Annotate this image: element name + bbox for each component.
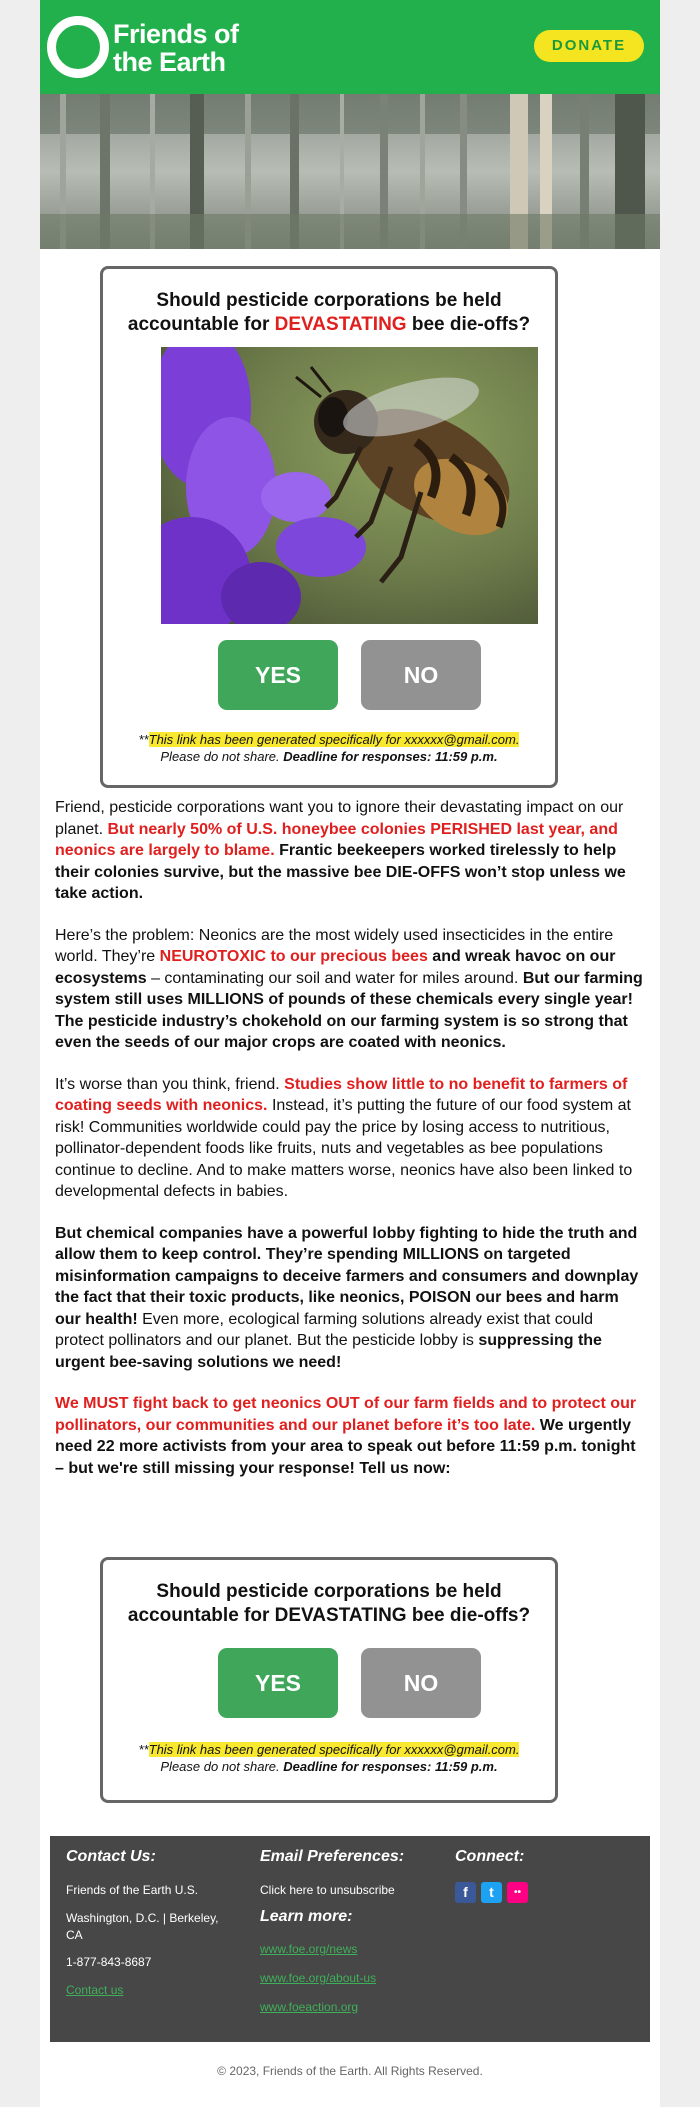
p2-bold-a: and wreak havoc on our ecosystems — [55, 948, 616, 987]
poll-question-bottom: Should pesticide corporations be held accountable for DEVASTATING bee die-offs? — [127, 1581, 531, 1626]
donate-button[interactable]: DONATE — [534, 30, 644, 62]
p3-text-b: Instead, it’s putting the future of our food system at risk! Communities worldwide could pay the price by losing access to nutritious, pollinator-dependent foods like fruits, nuts and vegetables as bee populations continue to decline. And to make matters worse, neonics have also been linked to developmental defects in babies. — [55, 1097, 633, 1200]
header-bar — [40, 0, 660, 94]
footer — [50, 1836, 650, 2042]
p5-bold: We urgently need 22 more activists from your area to speak out before 11:59 p.m. tonight – but we're still missing your response! Tell us now: — [55, 1416, 636, 1477]
paragraph-1 — [55, 797, 645, 905]
facebook-icon[interactable]: f — [455, 1882, 476, 1903]
poll-card-top — [100, 266, 558, 788]
note-highlight: This link has been generated specifically for xxxxxx@gmail.com. — [148, 732, 520, 747]
p4-text: Even more, ecological farming solutions already exist that could protect pollinators and our planet. But the pesticide lobby is — [55, 1310, 594, 1349]
logo-text — [113, 20, 239, 76]
no-button[interactable]: NO — [361, 640, 481, 710]
paragraph-2 — [55, 925, 645, 1054]
p3-highlight: Studies show little to no benefit to farmers of coating seeds with neonics. — [55, 1075, 628, 1114]
p2-bold-b: But our farming system still uses MILLIONS of pounds of these chemicals every single year! The pesticide industry’s chokehold on our farming system is so strong that even the seeds of our major crops are coated with neonics. — [55, 969, 643, 1051]
footer-org: Friends of the Earth U.S. — [66, 1883, 199, 1897]
p4-bold: But chemical companies have a powerful lobby fighting to hide the truth and allow them to keep control. They’re spending MILLIONS on targeted misinformation campaigns to deceive farmers and consumers and downplay the fact that their toxic products, like neonics, POISON our bees and harm our health! — [55, 1224, 639, 1328]
yes-button-bottom[interactable]: YES — [218, 1648, 338, 1718]
footer-phone: 1-877-843-8687 — [66, 1955, 152, 1969]
p3-text: It’s worse than you think, friend. — [55, 1075, 285, 1093]
logo-ring-icon — [47, 16, 109, 78]
note-share: Please do not share. — [160, 749, 284, 764]
p5-highlight: We MUST fight back to get neonics OUT of our farm fields and to protect our pollinators, our communities and our planet before it’s too late. — [55, 1395, 637, 1434]
logo-line-2: the Earth — [113, 47, 226, 77]
footer-locations: Washington, D.C. | Berkeley, CA — [66, 1911, 219, 1942]
note-prefix: ** — [138, 732, 149, 747]
p1-bold: Frantic beekeepers worked tirelessly to help their colonies survive, but the massive bee DIE-OFFS won’t stop unless we take action. — [55, 842, 626, 902]
note-prefix-bottom: ** — [138, 1742, 149, 1757]
story-body — [55, 797, 645, 1499]
paragraph-5 — [55, 1393, 645, 1479]
personal-link-note — [103, 731, 555, 765]
p2-text-b: – contaminating our soil and water for miles around. — [146, 969, 523, 987]
unsubscribe-link[interactable]: Click here to unsubscribe — [260, 1883, 395, 1897]
bee-on-purple-flower-image[interactable] — [161, 347, 538, 624]
connect-heading: Connect: — [455, 1848, 525, 1865]
about-us-link[interactable]: www.foe.org/about-us — [260, 1971, 377, 1985]
contact-us-link[interactable]: Contact us — [66, 1983, 124, 1997]
email-body — [40, 0, 660, 2107]
misty-forest-image — [40, 94, 660, 249]
note-deadline: Deadline for responses: 11:59 p.m. — [283, 749, 498, 764]
foe-logo[interactable] — [47, 16, 367, 78]
paragraph-4 — [55, 1223, 645, 1374]
twitter-icon[interactable]: t — [481, 1882, 502, 1903]
learn-more-heading: Learn more: — [260, 1908, 353, 1925]
contact-heading: Contact Us: — [66, 1848, 156, 1865]
personal-link-note-bottom — [103, 1741, 555, 1775]
note-deadline-bottom: Deadline for responses: 11:59 p.m. — [283, 1759, 498, 1774]
logo-line-1: Friends of — [113, 19, 239, 49]
no-button-bottom[interactable]: NO — [361, 1648, 481, 1718]
p1-text: Friend, pesticide corporations want you to ignore their devastating impact on our planet. — [55, 799, 624, 838]
p2-text: Here’s the problem: Neonics are the most widely used insecticides in the entire world. They’re — [55, 926, 614, 965]
email-prefs-heading: Email Preferences: — [260, 1848, 405, 1865]
news-link[interactable]: www.foe.org/news — [260, 1942, 358, 1956]
flickr-icon[interactable]: •• — [507, 1882, 528, 1903]
note-share-bottom: Please do not share. — [160, 1759, 284, 1774]
poll-question-emphasis: DEVASTATING — [274, 314, 407, 335]
poll-question-pre: Should pesticide corporations be held accountable for — [127, 290, 502, 335]
yes-button[interactable]: YES — [218, 640, 338, 710]
poll-card-bottom — [100, 1557, 558, 1803]
note-highlight-bottom: This link has been generated specifically for xxxxxx@gmail.com. — [148, 1742, 520, 1757]
poll-question-post: bee die-offs? — [406, 314, 531, 335]
p1-highlight: But nearly 50% of U.S. honeybee colonies PERISHED last year, and neonics are largely to blame. — [55, 820, 618, 859]
p4-bold-b: suppressing the urgent bee-saving solutions we need! — [55, 1332, 602, 1371]
paragraph-3 — [55, 1074, 645, 1203]
p2-highlight: NEUROTOXIC to our precious bees — [159, 948, 428, 965]
poll-question — [103, 289, 555, 337]
copyright: © 2023, Friends of the Earth. All Rights Reserved. — [217, 2064, 483, 2078]
foeaction-link[interactable]: www.foeaction.org — [260, 2000, 359, 2014]
